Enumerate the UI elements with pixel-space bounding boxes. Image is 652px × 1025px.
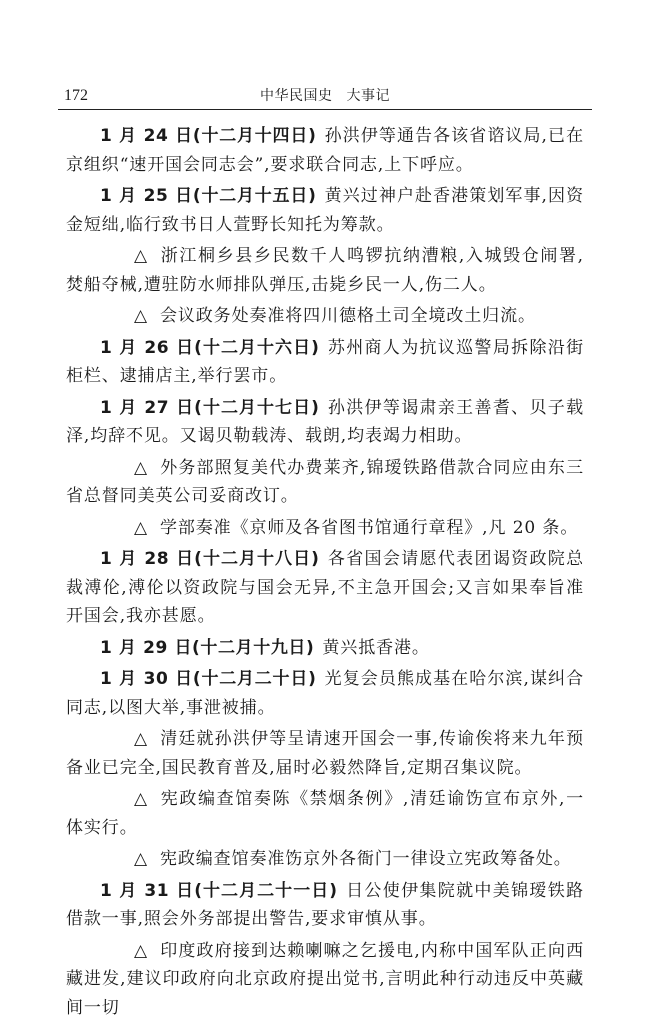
entry-lunar-date: (十二月二十日) xyxy=(192,669,317,689)
triangle-bullet-icon: △ xyxy=(134,940,148,961)
entry-date: 1 月 25 日 xyxy=(100,186,193,206)
chronicle-entry xyxy=(66,394,584,451)
entry-text: 外务部照复美代办费莱齐,锦瑷铁路借款合同应由东三省总督同美英公司妥商改订。 xyxy=(66,457,584,506)
entry-date: 1 月 31 日 xyxy=(100,880,195,901)
entry-lunar-date: (十二月十七日) xyxy=(194,397,320,418)
entry-lunar-date: (十二月十六日) xyxy=(194,337,320,358)
chronicle-entry xyxy=(66,454,584,511)
chronicle-entry xyxy=(66,122,584,179)
triangle-bullet-icon: △ xyxy=(134,517,148,538)
running-title xyxy=(260,86,390,106)
entry-text: 黄兴抵香港。 xyxy=(322,637,430,658)
triangle-bullet-icon: △ xyxy=(134,849,148,869)
chronicle-entry xyxy=(66,242,584,299)
entry-text: 各省国会请愿代表团谒资政院总裁溥伦,溥伦以资政院与国会无异,不主急开国会;又言如果奉旨准开国会,我亦甚愿。 xyxy=(66,549,585,626)
entry-date: 1 月 30 日 xyxy=(100,669,193,689)
entry-text: 孙洪伊等通告各该省谘议局,已在京组织“速开国会同志会”,要求联合同志,上下呼应。 xyxy=(66,126,585,175)
entry-text: 宪政编查馆奏陈《禁烟条例》,清廷谕饬宣布京外,一体实行。 xyxy=(66,789,584,838)
chronicle-entry xyxy=(66,334,584,391)
chronicle-entry xyxy=(66,785,584,842)
entry-text: 浙江桐乡县乡民数千人鸣锣抗纳漕粮,入城毁仓闹署,焚船夺械,遭驻防水师排队弹压,击毙乡民一人,伤二人。 xyxy=(66,246,584,295)
chronicle-entry xyxy=(66,182,584,239)
entry-lunar-date: (十二月十五日) xyxy=(192,186,317,206)
book-title: 中华民国史 xyxy=(260,88,333,104)
section-title: 大事记 xyxy=(346,88,390,104)
entry-text: 苏州商人为抗议巡警局拆除沿街柜栏、逮捕店主,举行罢市。 xyxy=(66,337,585,386)
entry-date: 1 月 24 日 xyxy=(100,126,193,146)
chronicle-entry xyxy=(66,514,584,543)
entry-text: 清廷就孙洪伊等呈请速开国会一事,传谕俟将来九年预备业已完全,国民教育普及,届时必毅然降旨,定期召集议院。 xyxy=(66,729,584,778)
entry-text: 学部奏准《京师及各省图书馆通行章程》,凡 20 条。 xyxy=(159,517,579,538)
entry-text: 日公使伊集院就中美锦瑷铁路借款一事,照会外务部提出警告,要求审慎从事。 xyxy=(66,880,584,929)
entry-text: 会议政务处奏准将四川德格土司全境改土归流。 xyxy=(159,306,536,326)
entry-date: 1 月 28 日 xyxy=(100,549,195,569)
chronicle-entry xyxy=(66,634,584,663)
chronicle-entry xyxy=(66,725,584,782)
chronicle-entry xyxy=(66,302,584,331)
entry-text: 光复会员熊成基在哈尔滨,谋纠合同志,以图大举,事泄被捕。 xyxy=(66,669,585,718)
header-rule xyxy=(58,109,592,110)
chronicle-body xyxy=(66,122,584,1025)
entry-date: 1 月 29 日 xyxy=(100,637,193,658)
page-number: 172 xyxy=(64,87,88,104)
page-header xyxy=(58,84,592,108)
triangle-bullet-icon: △ xyxy=(134,789,148,809)
chronicle-entry xyxy=(66,845,584,874)
chronicle-entry xyxy=(66,545,584,631)
entry-date: 1 月 26 日 xyxy=(100,337,195,358)
triangle-bullet-icon: △ xyxy=(134,729,148,749)
triangle-bullet-icon: △ xyxy=(134,306,148,326)
entry-text: 宪政编查馆奏准饬京外各衙门一律设立宪政筹备处。 xyxy=(159,849,572,869)
entry-lunar-date: (十二月十九日) xyxy=(192,637,315,658)
entry-text: 孙洪伊等谒肃亲王善耆、贝子载泽,均辞不见。又谒贝勒载涛、载朗,均表竭力相助。 xyxy=(66,397,585,446)
entry-lunar-date: (十二月二十一日) xyxy=(194,880,338,901)
entry-text: 黄兴过神户赴香港策划军事,因资金短绌,临行致书日人萱野长知托为筹款。 xyxy=(66,186,585,235)
entry-lunar-date: (十二月十四日) xyxy=(192,126,317,146)
entry-lunar-date: (十二月十八日) xyxy=(194,549,320,569)
entry-text: 印度政府接到达赖喇嘛之乞援电,内称中国军队正向西藏进发,建议印政府向北京政府提出觉书,言明此种行动违反中英藏间一切 xyxy=(66,940,584,1018)
triangle-bullet-icon: △ xyxy=(134,457,148,478)
chronicle-entry xyxy=(66,937,584,1023)
entry-date: 1 月 27 日 xyxy=(100,397,195,418)
chronicle-entry xyxy=(66,665,584,722)
chronicle-entry xyxy=(66,877,584,934)
triangle-bullet-icon: △ xyxy=(134,246,148,266)
